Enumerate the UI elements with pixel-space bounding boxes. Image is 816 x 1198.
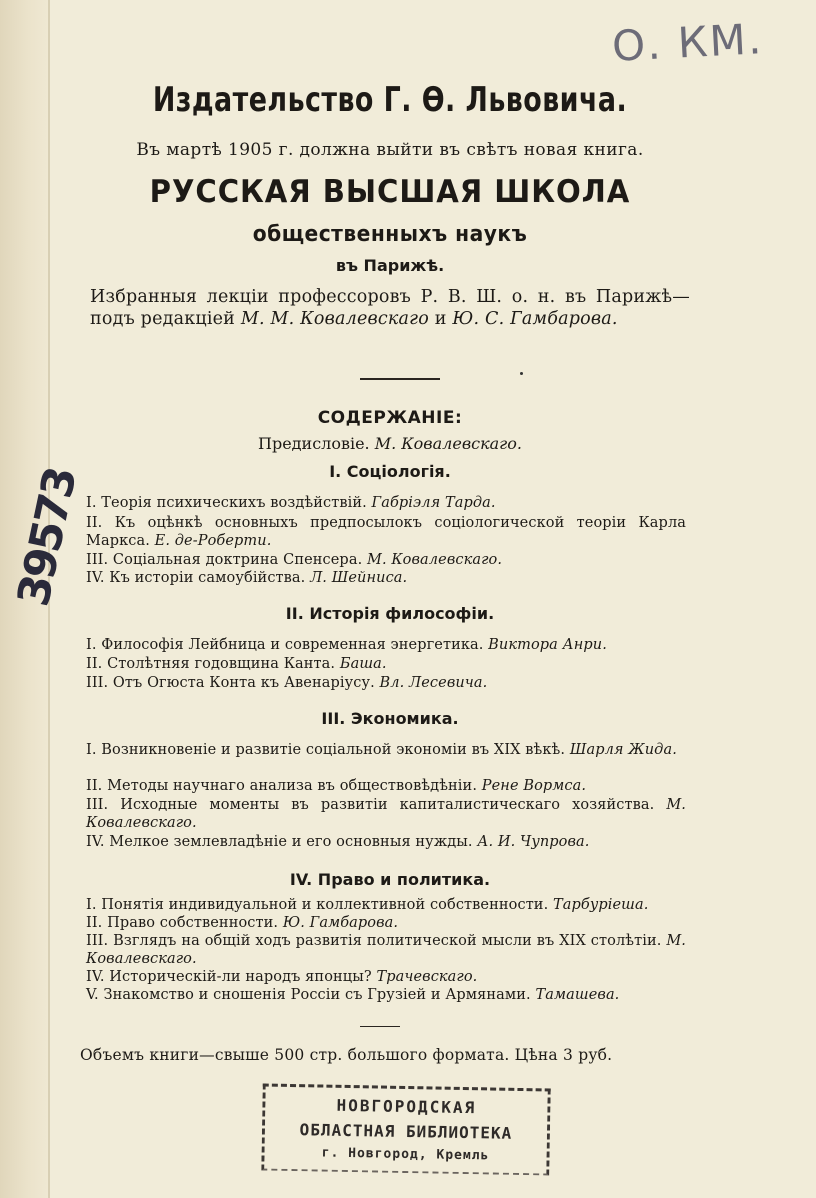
item-text: Методы научнаго анализа въ обществовѣдѣніи. <box>107 778 478 794</box>
editor-2: Ю. С. Гамбарова. <box>452 309 618 329</box>
publisher-heading: Издательство Г. Ѳ. Львовича. <box>152 80 628 120</box>
item-text: Мелкое землевладѣніе и его основныя нужды. <box>109 834 473 850</box>
preface-label: Предисловіе. <box>258 434 370 453</box>
volume-note: Объемъ книги—свыше 500 стр. большого формата. Цѣна 3 руб. <box>80 1046 613 1064</box>
item-text: Къ исторіи самоубійства. <box>109 570 306 586</box>
item-text: Исходные моменты въ развитіи капиталистическаго хозяйства. <box>120 797 655 813</box>
item-text: Философія Лейбница и современная энергетика. <box>101 637 484 653</box>
item-author: Е. де-Роберти. <box>154 533 272 549</box>
list-item <box>86 932 686 968</box>
book-title-line2: общественныхъ наукъ <box>252 222 528 247</box>
item-text: Соціальная доктрина Спенсера. <box>112 552 363 568</box>
inventory-number: 39573 <box>8 464 87 611</box>
item-author: М. Ковалевскаго. <box>86 933 687 967</box>
item-number: II. <box>86 778 103 794</box>
item-text: Отъ Огюста Конта къ Авенаріусу. <box>112 675 375 691</box>
list-item <box>86 494 686 512</box>
item-number: IV. <box>86 570 105 586</box>
item-author: Вл. Лесевича. <box>379 675 488 691</box>
list-item <box>86 551 686 569</box>
item-number: I. <box>86 637 97 653</box>
list-item <box>86 655 686 673</box>
section-heading-2: II. Исторія философіи. <box>285 604 495 623</box>
item-author: Шарля Жида. <box>569 742 677 758</box>
divider-rule-short <box>360 1026 400 1027</box>
item-author: Виктора Анри. <box>488 637 607 653</box>
ink-dot <box>520 372 523 375</box>
list-item <box>86 514 686 550</box>
lecture-note <box>90 286 690 330</box>
item-number: I. <box>86 742 97 758</box>
item-author: Ю. Гамбарова. <box>282 915 399 931</box>
stamp-line1: НОВГОРОДСКАЯ <box>336 1095 477 1118</box>
item-number: I. <box>86 897 97 913</box>
lecture-conj: и <box>434 309 447 329</box>
item-number: IV. <box>86 834 105 850</box>
item-number: III. <box>86 933 109 949</box>
lecture-text: Избранныя лекціи профессоровъ Р. В. Ш. о. н. въ Парижѣ—подъ редакціей <box>90 287 690 329</box>
item-text: Право собственности. <box>107 915 279 931</box>
list-item <box>86 986 686 1004</box>
item-text: Столѣтняя годовщина Канта. <box>107 656 336 672</box>
handwritten-note: О. КМ. <box>610 14 765 71</box>
section-heading-1: I. Соціологія. <box>329 462 451 481</box>
item-number: IV. <box>86 969 105 985</box>
list-item <box>86 777 686 795</box>
item-number: III. <box>86 552 109 568</box>
preface-author: М. Ковалевскаго. <box>374 434 522 453</box>
item-number: V. <box>86 987 99 1003</box>
item-author: Габріэля Тарда. <box>371 495 496 511</box>
editor-1: М. М. Ковалевскаго <box>240 309 429 329</box>
announcement: Въ мартѣ 1905 г. должна выйти въ свѣтъ новая книга. <box>136 140 644 160</box>
list-item <box>86 741 686 759</box>
list-item <box>86 674 686 692</box>
item-text: Теорія психическихъ воздѣйствій. <box>101 495 367 511</box>
item-text: Взглядъ на общій ходъ развитія политической мысли въ XIX столѣтіи. <box>113 933 662 949</box>
item-number: III. <box>86 797 109 813</box>
item-author: Тарбуріеша. <box>553 897 649 913</box>
item-number: II. <box>86 656 103 672</box>
item-text: Понятія индивидуальной и коллективной собственности. <box>101 897 549 913</box>
item-number: II. <box>86 915 103 931</box>
item-number: II. <box>86 515 103 531</box>
item-author: Л. Шейниса. <box>310 570 408 586</box>
item-author: Баша. <box>339 656 387 672</box>
list-item <box>86 833 686 851</box>
list-item <box>86 914 686 932</box>
stamp-line2: ОБЛАСТНАЯ БИБЛИОТЕКА <box>299 1120 513 1143</box>
book-title-line1: РУССКАЯ ВЫСШАЯ ШКОЛА <box>149 174 631 210</box>
item-text: Историческій-ли народъ японцы? <box>109 969 372 985</box>
list-item <box>86 896 686 914</box>
library-stamp <box>261 1083 550 1175</box>
item-text: Возникновеніе и развитіе соціальной экономіи въ XIX вѣкѣ. <box>101 742 566 758</box>
list-item <box>86 569 686 587</box>
item-number: III. <box>86 675 109 691</box>
list-item <box>86 796 686 832</box>
item-author: М. Ковалевскаго. <box>86 797 686 831</box>
contents-heading: СОДЕРЖАНІЕ: <box>317 408 463 428</box>
divider-rule <box>360 378 440 380</box>
item-text: Къ оцѣнкѣ основныхъ предпосылокъ соціологической теоріи Карла Маркса. <box>86 515 686 549</box>
item-author: Трачевскаго. <box>376 969 478 985</box>
preface-line <box>80 434 700 453</box>
item-text: Знакомство и сношенія Россіи съ Грузіей и Армянами. <box>103 987 531 1003</box>
list-item <box>86 636 686 654</box>
item-author: А. И. Чупрова. <box>477 834 590 850</box>
item-author: Рене Вормса. <box>481 778 587 794</box>
stamp-line3: г. Новгород, Кремль <box>321 1145 490 1164</box>
item-author: М. Ковалевскаго. <box>367 552 503 568</box>
item-author: Тамашева. <box>535 987 620 1003</box>
list-item <box>86 968 686 986</box>
section-heading-4: IV. Право и политика. <box>289 870 491 889</box>
item-number: I. <box>86 495 97 511</box>
book-title-line3: въ Парижѣ. <box>335 256 445 275</box>
section-heading-3: III. Экономика. <box>321 709 459 728</box>
